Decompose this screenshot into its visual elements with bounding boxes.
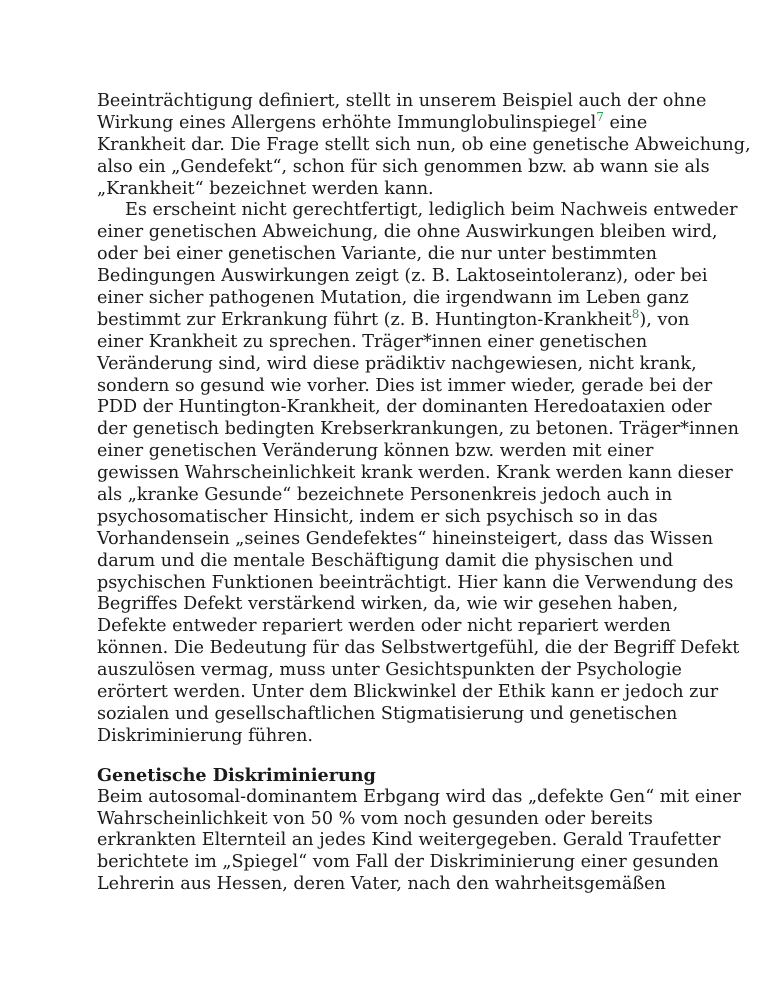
text-line: sozialen und gesellschaftlichen Stigmatisierung und genetischen [97, 703, 678, 724]
text-line: Wahrscheinlichkeit von 50 % vom noch gesunden oder bereits [97, 808, 653, 829]
paragraph-continuation [97, 91, 751, 200]
text-line [97, 109, 687, 135]
text-line: einer genetischen Veränderung können bzw. werden mit einer [97, 441, 654, 462]
text-line: einer genetischen Abweichung, die ohne Auswirkungen bleiben wird, [97, 222, 718, 243]
text-line: Defekte entweder repariert werden oder nicht repariert werden [97, 616, 671, 637]
document-page [97, 91, 751, 896]
text-line: Vorhandensein „seines Gendefektes“ hineinsteigert, dass das Wissen [97, 528, 714, 549]
text-line: also ein „Gendefekt“, schon für sich genommen bzw. ab wann sie als [97, 156, 710, 177]
text-line: psychischen Funktionen beeinträchtigt. Hier kann die Verwendung des [97, 572, 734, 593]
text-line: gewissen Wahrscheinlichkeit krank werden. Krank werden kann dieser [97, 463, 733, 484]
text-line: erkrankten Elternteil an jedes Kind weitergegeben. Gerald Traufetter [97, 830, 721, 851]
text-line: darum und die mentale Beschäftigung damit die physischen und [97, 550, 674, 571]
text-line: als „kranke Gesunde“ bezeichnete Personenkreis jedoch auch in [97, 485, 673, 506]
text-line: berichtete im „Spiegel“ vom Fall der Diskriminierung einer gesunden [97, 852, 719, 873]
text-fragment: eine [603, 112, 648, 133]
text-line: Bedingungen Auswirkungen zeigt (z. B. Laktoseintoleranz), oder bei [97, 266, 708, 287]
text-fragment: bestimmt zur Erkrankung führt (z. B. Huntington-Krankheit [97, 309, 632, 330]
text-line: erörtert werden. Unter dem Blickwinkel der Ethik kann er jedoch zur [97, 682, 719, 703]
text-line: Begriffes Defekt verstärkend wirken, da, wie wir gesehen haben, [97, 594, 679, 615]
text-line: Veränderung sind, wird diese prädiktiv nachgewiesen, nicht krank, [97, 353, 697, 374]
text-line: Lehrerin aus Hessen, deren Vater, nach den wahrheitsgemäßen [97, 874, 666, 895]
paragraph-discrimination [97, 786, 741, 896]
text-line: auszulösen vermag, muss unter Gesichtspunkten der Psychologie [97, 660, 682, 681]
text-line: sondern so gesund wie vorher. Dies ist immer wieder, gerade bei der [97, 375, 713, 396]
text-line: einer sicher pathogenen Mutation, die irgendwann im Leben ganz [97, 288, 689, 309]
paragraph-genetic-deviation [97, 200, 740, 747]
footnote-ref-8[interactable]: 8 [631, 306, 640, 321]
text-line: einer Krankheit zu sprechen. Träger*innen einer genetischen [97, 331, 648, 352]
text-line: der genetisch bedingten Krebserkrankungen, zu betonen. Träger*innen [97, 419, 739, 440]
text-line: Beeinträchtigung definiert, stellt in unserem Beispiel auch der ohne [97, 91, 707, 111]
text-line: Krankheit dar. Die Frage stellt sich nun, ob eine genetische Abweichung, [97, 134, 751, 155]
text-line: können. Die Bedeutung für das Selbstwertgefühl, die der Begriff Defekt [97, 638, 740, 659]
text-line [97, 306, 690, 332]
text-line: psychosomatischer Hinsicht, indem er sich psychisch so in das [97, 506, 658, 527]
text-fragment: ), von [639, 309, 690, 330]
text-line: Beim autosomal-dominantem Erbgang wird das „defekte Gen“ mit einer [97, 786, 741, 807]
text-line: Diskriminierung führen. [97, 725, 313, 746]
text-line: oder bei einer genetischen Variante, die nur unter bestimmten [97, 244, 658, 265]
text-line: „Krankheit“ bezeichnet werden kann. [97, 178, 434, 199]
text-line: PDD der Huntington-Krankheit, der dominanten Heredoataxien oder [97, 397, 712, 418]
text-fragment: Wirkung eines Allergens erhöhte Immunglobulinspiegel [97, 112, 597, 133]
footnote-ref-7[interactable]: 7 [596, 109, 604, 124]
text-line: Es erscheint nicht gerechtfertigt, lediglich beim Nachweis entweder [125, 200, 738, 221]
section-heading: Genetische Diskriminierung [97, 764, 376, 786]
